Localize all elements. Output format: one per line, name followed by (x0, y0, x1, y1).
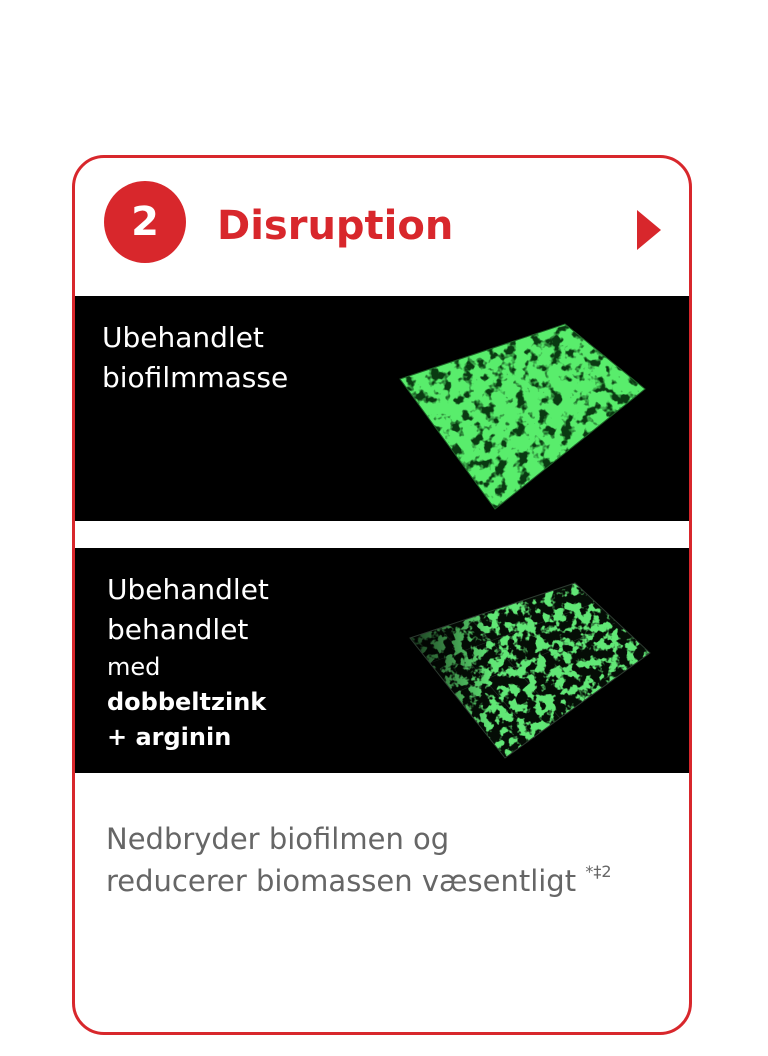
disruption-caption (106, 818, 676, 902)
caption-line-1: Nedbryder biofilmen og (106, 822, 450, 856)
untreated-label (102, 318, 288, 398)
treated-label-line-1: Ubehandlet (107, 573, 269, 606)
treated-biofilm-panel (75, 548, 689, 773)
untreated-biofilm-panel (75, 296, 689, 521)
play-arrow-icon[interactable] (637, 210, 661, 250)
untreated-label-line-1: Ubehandlet (102, 321, 264, 354)
caption-line-2: reducerer biomassen væsentligt (106, 864, 577, 898)
treated-label-bold-1: dobbeltzink (107, 688, 267, 716)
caption-footnote: *‡2 (585, 862, 612, 881)
step-number-badge: 2 (104, 181, 186, 263)
treated-label-med: med (107, 653, 161, 681)
card-title: Disruption (217, 203, 454, 249)
untreated-label-line-2: biofilmmasse (102, 361, 289, 394)
card-header (75, 158, 689, 296)
disruption-card (72, 155, 692, 1035)
treated-label (107, 570, 269, 755)
treated-label-line-2: behandlet (107, 613, 249, 646)
sparse-biofilm-image (400, 568, 660, 768)
dense-biofilm-image (395, 304, 655, 519)
treated-label-bold-2: + arginin (107, 723, 232, 751)
